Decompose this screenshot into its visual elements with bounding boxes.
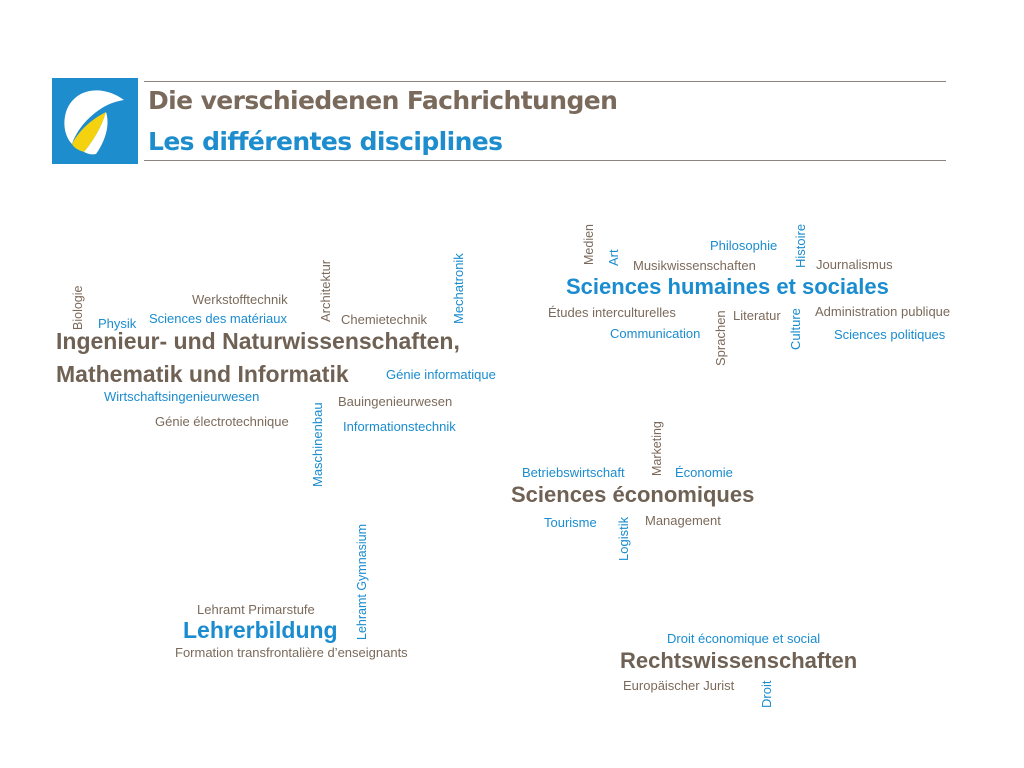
title-french: Les différentes disciplines	[148, 127, 503, 156]
word-werkstofftechnik: Werkstofftechnik	[192, 292, 288, 307]
word-etudes-interculturelles: Études interculturelles	[548, 305, 676, 320]
word-economie: Économie	[675, 465, 733, 480]
word-lehramt-gymnasium: Lehramt Gymnasium	[355, 523, 369, 640]
word-management: Management	[645, 513, 721, 528]
word-europaischer-jurist: Europäischer Jurist	[623, 678, 735, 693]
word-logistik: Logistik	[616, 516, 631, 561]
word-histoire: Histoire	[793, 223, 808, 268]
title-german: Die verschiedenen Fachrichtungen	[148, 86, 618, 115]
word-maschinenbau: Maschinenbau	[310, 402, 325, 487]
word-formation-transfrontaliere: Formation transfrontalière d’enseignants	[175, 645, 408, 660]
word-droit-economique: Droit économique et social	[667, 631, 821, 646]
heading-teaching: Lehrerbildung	[183, 617, 338, 643]
word-architektur: Architektur	[318, 259, 333, 322]
word-art: Art	[606, 249, 621, 266]
word-sciences-politiques: Sciences politiques	[834, 327, 946, 342]
word-biologie: Biologie	[71, 285, 85, 330]
word-physik: Physik	[98, 316, 137, 331]
word-chemietechnik: Chemietechnik	[341, 312, 427, 327]
header-bottom-rule	[144, 160, 946, 161]
word-medien: Medien	[582, 224, 596, 265]
word-journalismus: Journalismus	[816, 257, 893, 272]
heading-economics: Sciences économiques	[511, 482, 755, 507]
word-betriebswirtschaft: Betriebswirtschaft	[522, 465, 625, 480]
word-philosophie: Philosophie	[710, 238, 778, 253]
heading-law: Rechtswissenschaften	[620, 648, 858, 673]
heading-humanities: Sciences humaines et sociales	[566, 274, 889, 299]
word-wirtschaftsingenieurwesen: Wirtschaftsingenieurwesen	[104, 389, 260, 404]
word-marketing: Marketing	[650, 421, 664, 476]
word-lehramt-primarstufe: Lehramt Primarstufe	[197, 602, 315, 617]
word-musikwissenschaften: Musikwissenschaften	[633, 258, 756, 273]
university-logo	[52, 78, 138, 164]
word-sciences-materiaux: Sciences des matériaux	[149, 311, 288, 326]
word-genie-electrotechnique: Génie électrotechnique	[155, 414, 289, 429]
word-mechatronik: Mechatronik	[451, 253, 466, 324]
word-genie-informatique: Génie informatique	[386, 367, 496, 382]
word-informationstechnik: Informationstechnik	[343, 419, 456, 434]
word-tourisme: Tourisme	[544, 515, 597, 530]
heading-engineering-line2: Mathematik und Informatik	[56, 361, 349, 387]
header-top-rule	[144, 81, 946, 82]
word-communication: Communication	[610, 326, 701, 341]
word-sprachen: Sprachen	[713, 310, 728, 366]
heading-engineering-line1: Ingenieur- und Naturwissenschaften,	[56, 328, 460, 354]
word-bauingenieurwesen: Bauingenieurwesen	[338, 394, 453, 409]
word-administration-publique: Administration publique	[815, 304, 951, 319]
word-culture: Culture	[788, 308, 803, 350]
word-literatur: Literatur	[733, 308, 781, 323]
word-droit: Droit	[759, 680, 774, 708]
